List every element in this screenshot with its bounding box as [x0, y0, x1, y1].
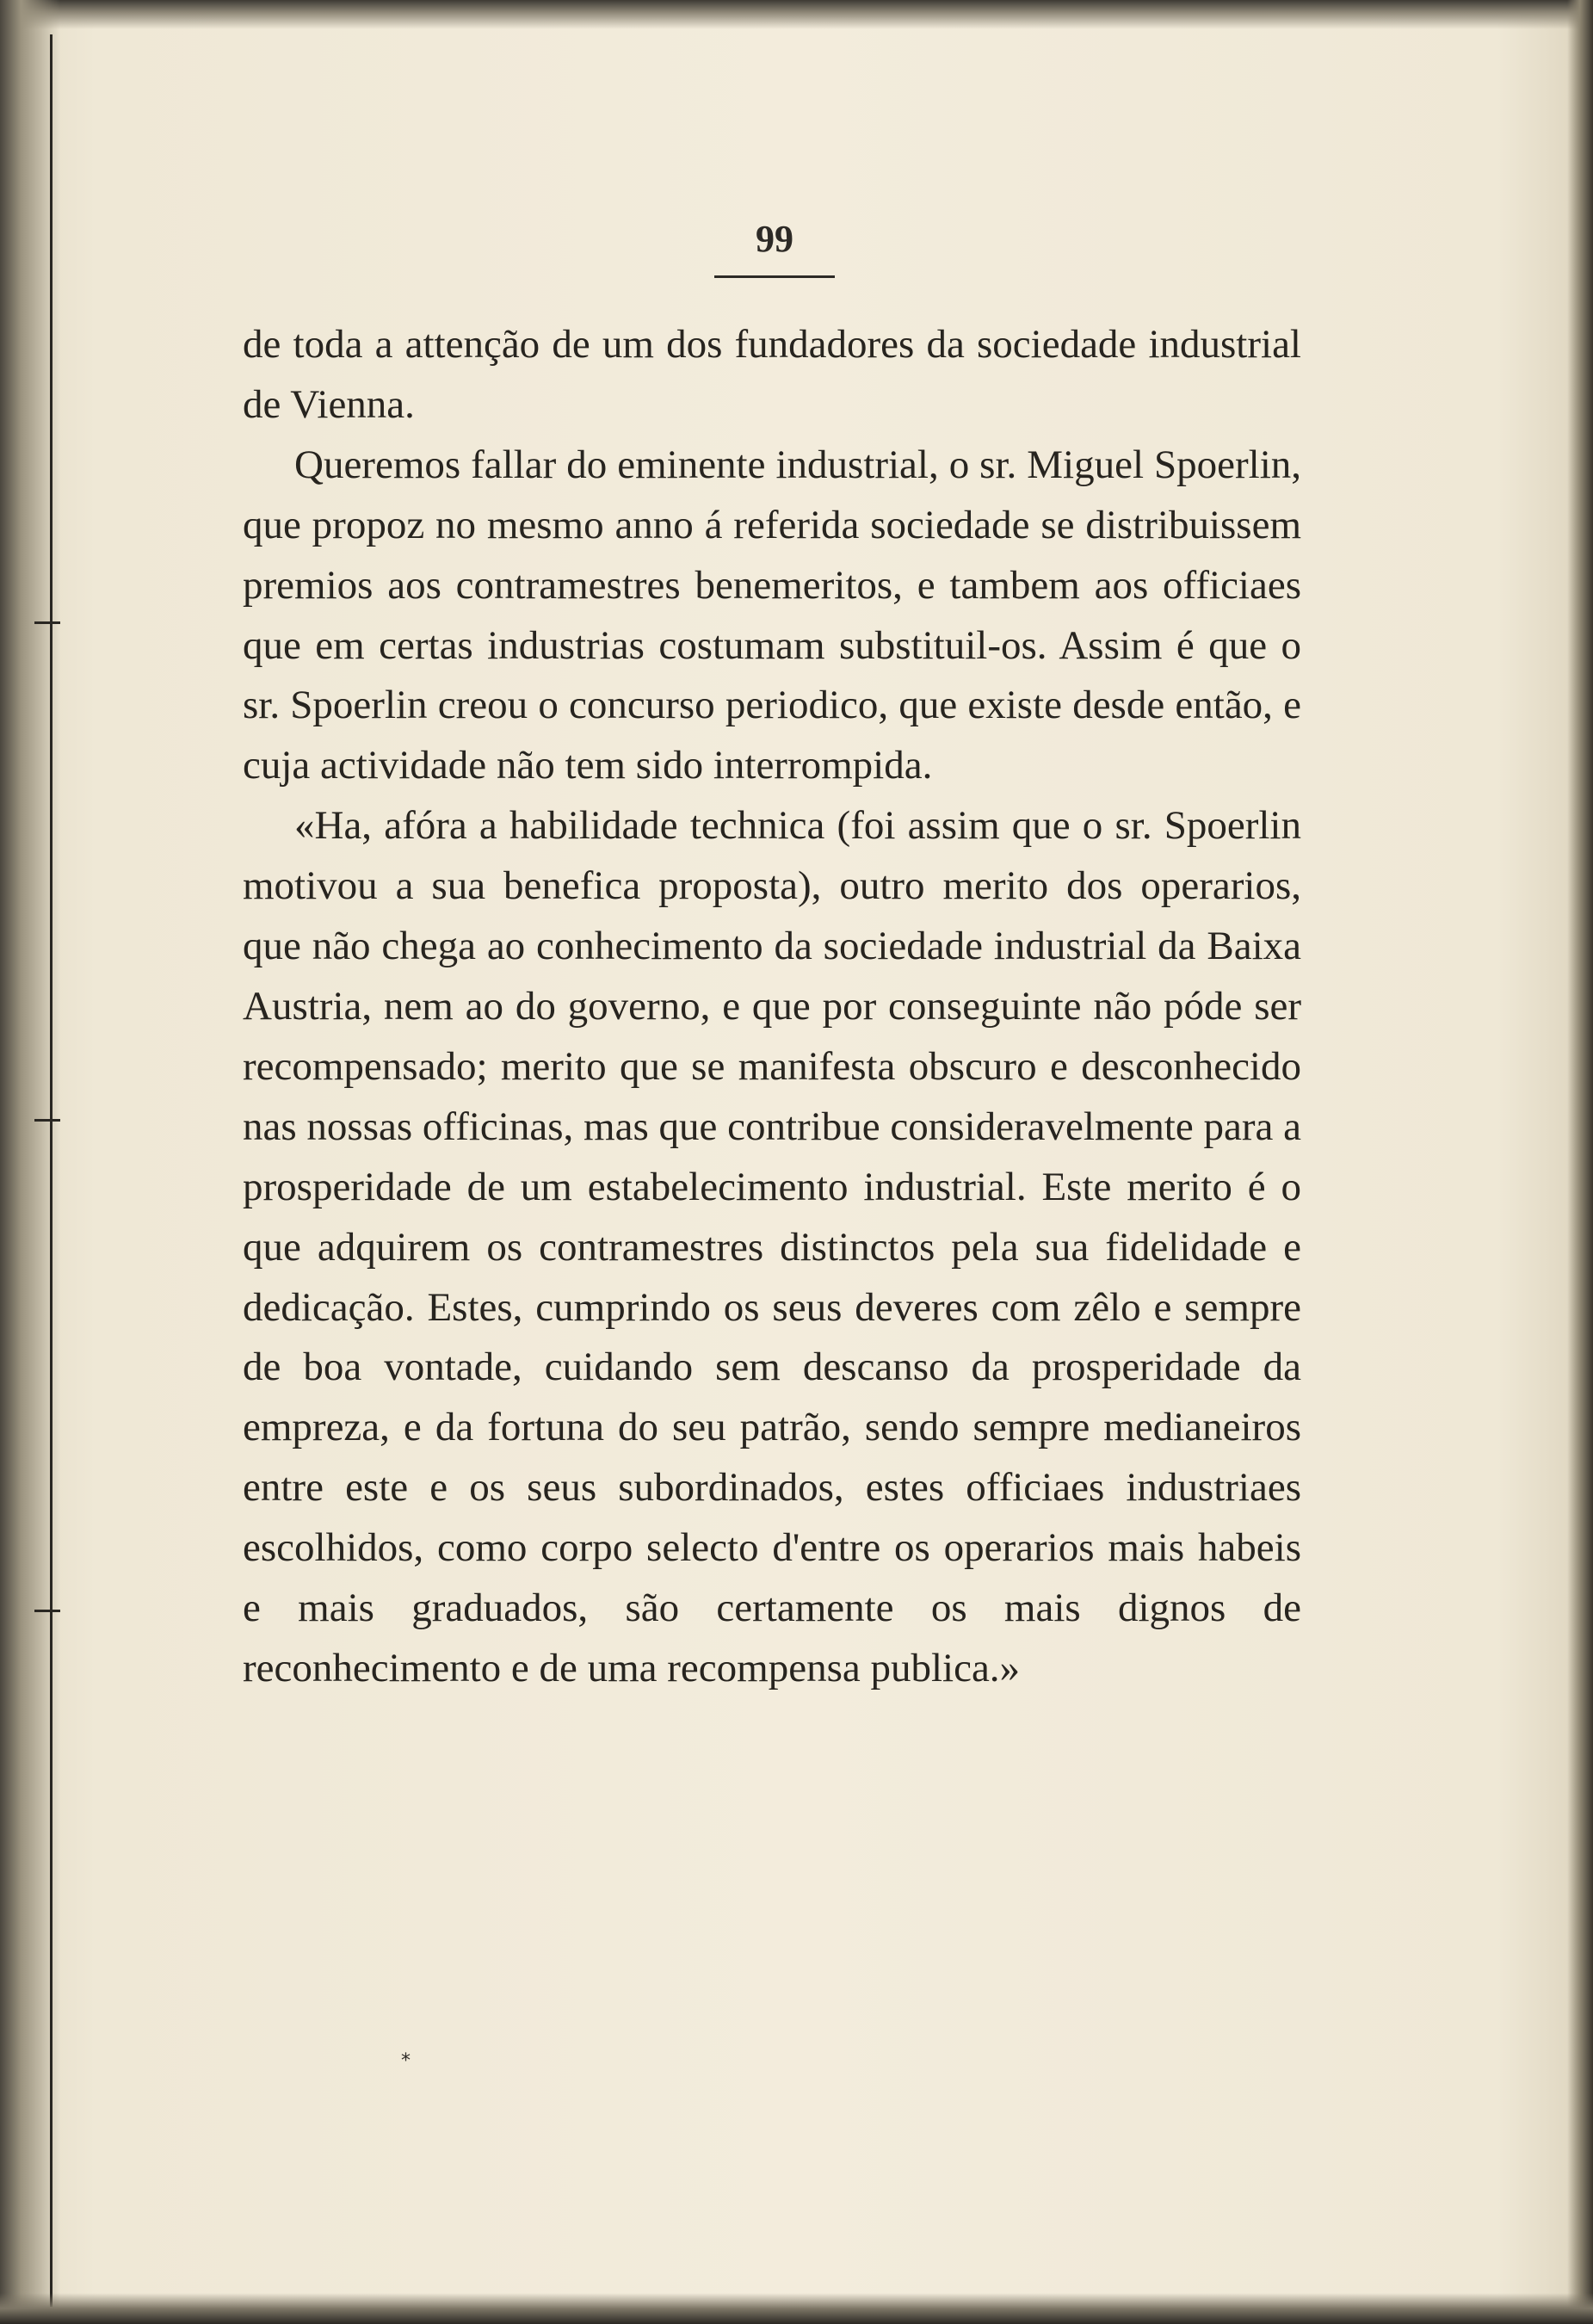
binding-tick	[34, 1119, 60, 1122]
binding-tick	[34, 1610, 60, 1612]
asterisk-ornament: *	[401, 2050, 411, 2072]
body-text	[243, 315, 1301, 1699]
paragraph: Queremos fallar do eminente industrial, o sr. Miguel Spoerlin, que propoz no mesmo anno á referida sociedade se distribuissem premios aos contramestres benemeritos, e tambem aos officiaes que em certas industrias costumam substituil-os. Assim é que o sr. Spoerlin creou o concurso periodico, que existe desde então, e cuja actividade não tem sido interrompida.	[243, 442, 1301, 788]
top-page-shadow	[0, 0, 1593, 29]
right-page-edge	[1567, 0, 1593, 2324]
page-number-rule	[714, 275, 835, 278]
binding-rule	[50, 34, 52, 2307]
bottom-page-edge	[0, 2293, 1593, 2324]
binding-tick	[34, 621, 60, 624]
page-number: 99	[756, 218, 793, 260]
paragraph: de toda a attenção de um dos fundadores da sociedade industrial de Vienna.	[243, 322, 1301, 427]
paragraph: «Ha, afóra a habilidade technica (foi assim que o sr. Spoerlin motivou a sua benefica proposta), outro merito dos operarios, que não chega ao conhecimento da sociedade industrial da Baixa Austria, nem ao do governo, e que por conseguinte não póde ser recompensado; merito que se manifesta obscuro e desconhecido nas nossas officinas, mas que contribue consideravelmente para a prosperidade de um estabelecimento industrial. Este merito é o que adquirem os contramestres distinctos pela sua fidelidade e dedicação. Estes, cumprindo os seus deveres com zêlo e sempre de boa vontade, cuidando sem descanso da prosperidade da empreza, e da fortuna do seu patrão, sendo sempre medianeiros entre este e os seus subordinados, estes officiaes industriaes escolhidos, como corpo selecto d'entre os operarios mais habeis e mais graduados, são certamente os mais dignos de reconhecimento e de uma recompensa publica.»	[243, 803, 1301, 1690]
